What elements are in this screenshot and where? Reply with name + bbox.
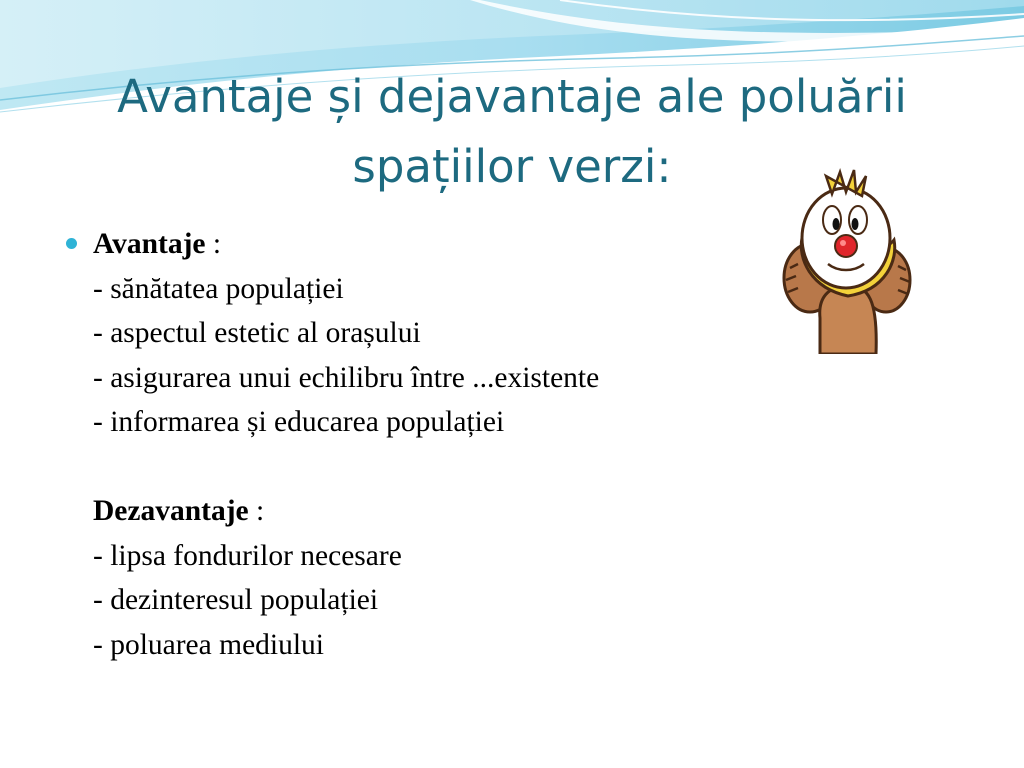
disadvantage-item: - poluarea mediului [93, 628, 325, 661]
advantage-item: - aspectul estetic al orașului [93, 317, 421, 349]
cartoon-character-illustration [758, 168, 970, 354]
slide-title-line2: spațiilor verzi: [352, 140, 672, 193]
disadvantages-heading: Dezavantaje [93, 495, 249, 527]
disadvantage-item: - lipsa fondurilor necesare [93, 539, 402, 572]
advantages-separator: : [205, 228, 222, 260]
advantages-heading-line [93, 222, 786, 267]
advantage-item: - asigurarea unui echilibru între ...existente [93, 361, 600, 394]
disadvantages-heading-line [93, 489, 786, 534]
advantages-heading: Avantaje [93, 228, 206, 260]
bullet-content [66, 222, 786, 667]
blank-line [93, 445, 786, 490]
advantage-item: - informarea și educarea populației [93, 406, 505, 438]
advantage-item: - sănătatea populației [93, 272, 344, 305]
bullet-text-block [93, 222, 786, 667]
bullet-dot-icon [66, 238, 77, 249]
slide-title-line1: Avantaje și dejavantaje ale poluării [117, 70, 907, 123]
disadvantages-separator: : [248, 495, 265, 527]
disadvantage-item: - dezinteresul populației [93, 584, 379, 616]
